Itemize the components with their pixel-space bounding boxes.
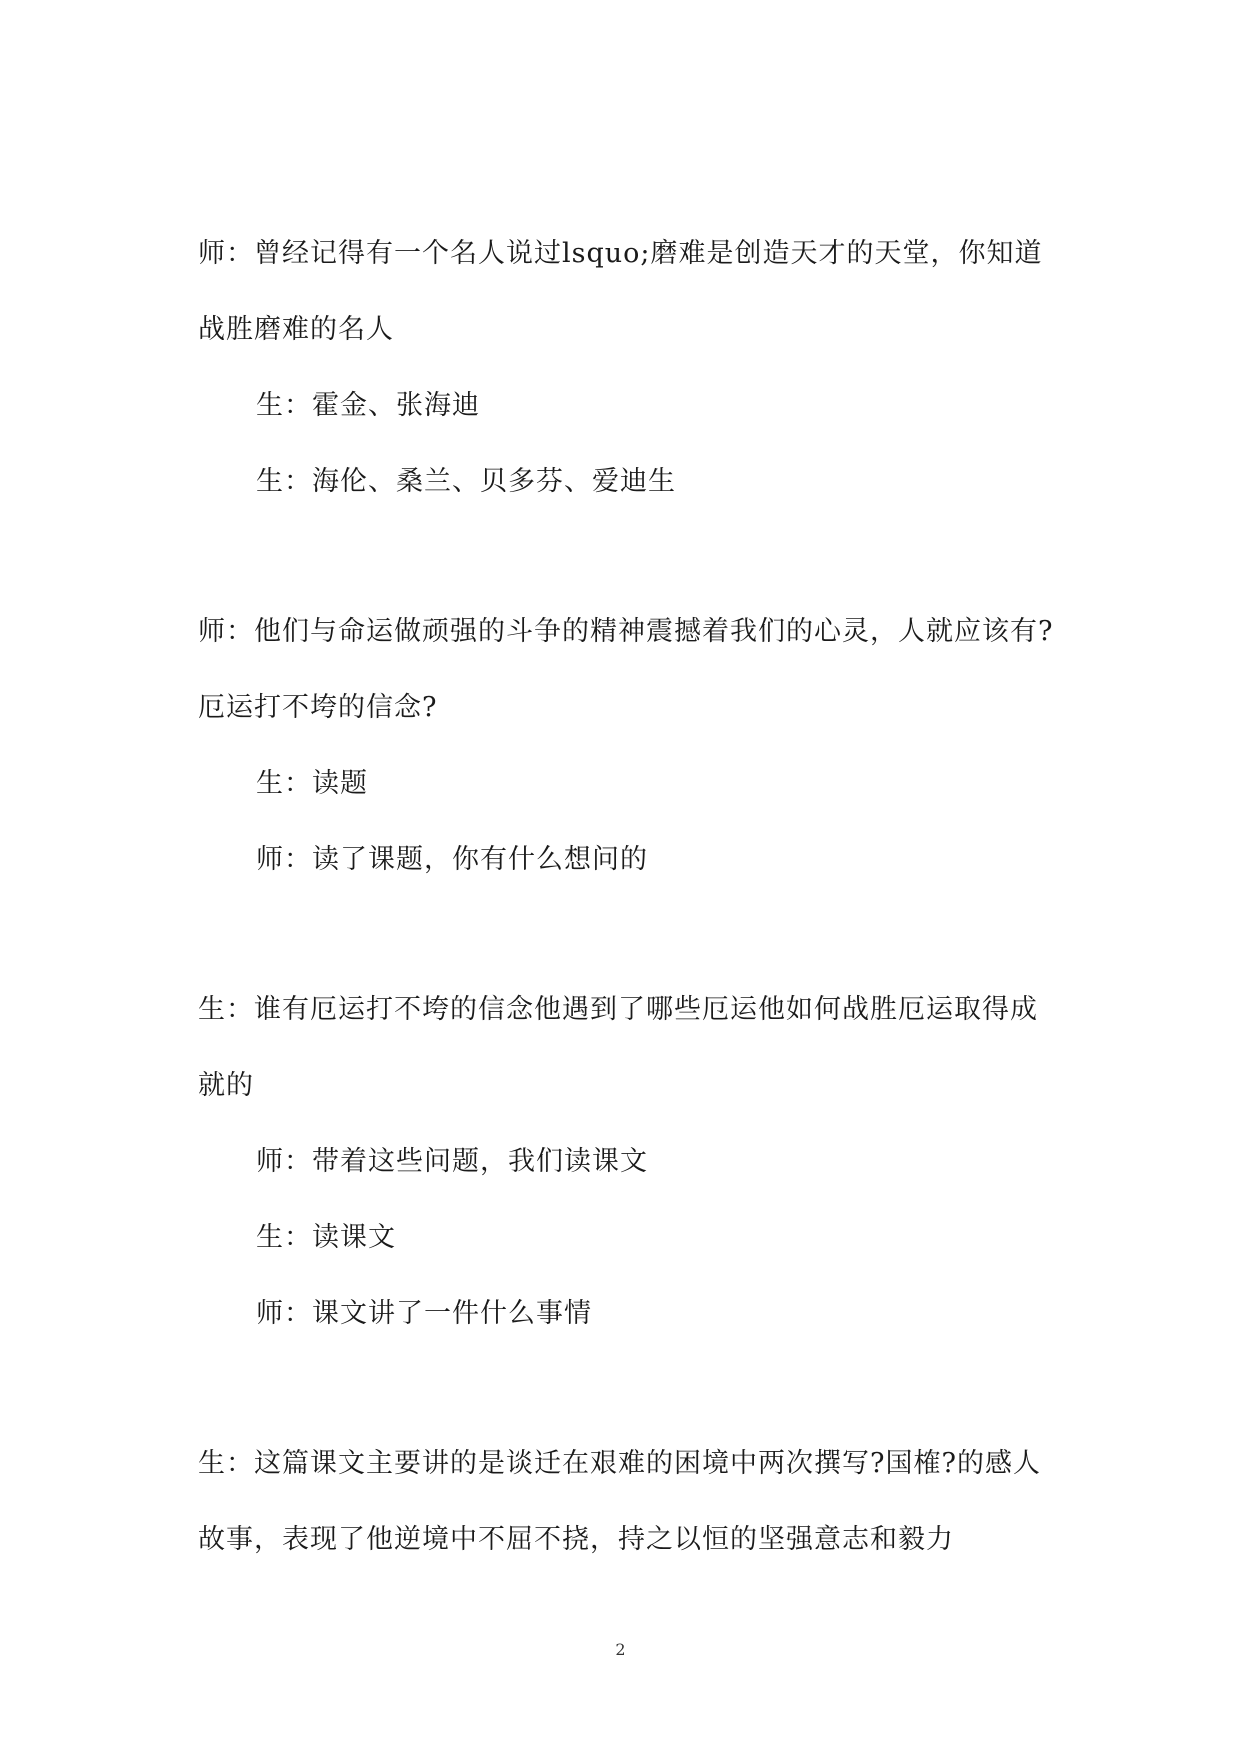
paragraph-student-read-text: 生：读课文 bbox=[256, 1222, 396, 1253]
paragraph-student-read-title: 生：读题 bbox=[256, 768, 368, 799]
paragraph-student-answer-1: 生：霍金、张海迪 bbox=[256, 390, 480, 421]
paragraph-teacher-famous-quote: 师：曾经记得有一个名人说过lsquo;磨难是创造天才的天堂，你知道战胜磨难的名人 bbox=[198, 238, 1043, 345]
paragraph-teacher-spirit: 师：他们与命运做顽强的斗争的精神震撼着我们的心灵，人就应该有?厄运打不垮的信念? bbox=[198, 616, 1054, 723]
paragraph-teacher-story-question: 师：课文讲了一件什么事情 bbox=[256, 1298, 592, 1329]
paragraph-teacher-question: 师：读了课题，你有什么想问的 bbox=[256, 844, 648, 875]
paragraph-student-summary: 生：这篇课文主要讲的是谈迁在艰难的困境中两次撰写?国榷?的感人故事，表现了他逆境中不屈不挠，持之以恒的坚强意志和毅力 bbox=[198, 1448, 1041, 1555]
page-number: 2 bbox=[615, 1640, 626, 1659]
paragraph-student-answer-2: 生：海伦、桑兰、贝多芬、爱迪生 bbox=[256, 466, 676, 497]
paragraph-student-questions: 生：谁有厄运打不垮的信念他遇到了哪些厄运他如何战胜厄运取得成就的 bbox=[198, 994, 1038, 1101]
paragraph-teacher-read-text: 师：带着这些问题，我们读课文 bbox=[256, 1146, 648, 1177]
